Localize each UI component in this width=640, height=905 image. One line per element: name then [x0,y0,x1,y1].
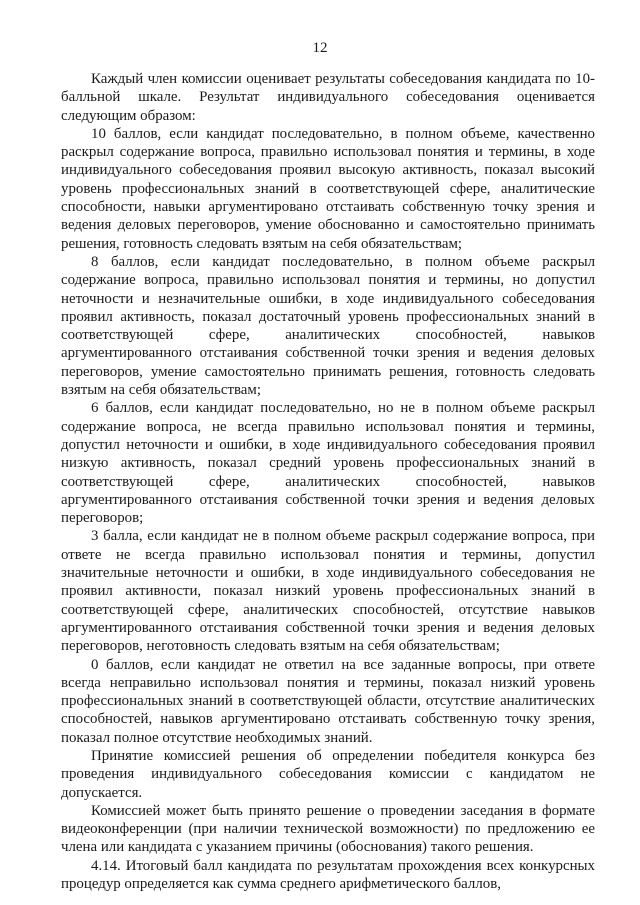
document-body [61,70,595,893]
score-3-paragraph: 3 балла, если кандидат не в полном объеме раскрыл содержание вопроса, при ответе не всегда правильно использовал понятия и термины, допустил значительные неточности и ошибки, в ходе индивидуального собеседования не проявил активности, показал низкий уровень профессиональных знаний в соответствующей сфере, аналитических способностей, отсутствие навыков аргументированного отстаивания собственной точки зрения и ведения деловых переговоров, неготовность следовать взятым на себя обязательствам; [61,528,595,655]
no-interview-paragraph: Принятие комиссией решения об определении победителя конкурса без проведения индивидуального собеседования комиссии с кандидатом не допускается. [61,747,595,801]
section-4-14-paragraph: 4.14. Итоговый балл кандидата по результатам прохождения всех конкурсных процедур определяется как сумма среднего арифметического баллов, [61,857,595,893]
videoconference-paragraph: Комиссией может быть принято решение о проведении заседания в формате видеоконференции (при наличии технической возможности) по предложению ее члена или кандидата с указанием причины (обоснования) такого решения. [61,802,595,856]
score-0-paragraph: 0 баллов, если кандидат не ответил на все заданные вопросы, при ответе всегда неправильно использовал понятия и термины, показал низкий уровень профессиональных знаний в соответствующей области, отсутствие аналитических способностей, навыков аргументировано отстаивать собственную точку зрения, показал полное отсутствие необходимых знаний. [61,656,595,746]
score-8-paragraph: 8 баллов, если кандидат последовательно, в полном объеме раскрыл содержание вопроса, правильно использовал понятия и термины, но допустил неточности и незначительные ошибки, в ходе индивидуального собеседования проявил активность, показал достаточный уровень профессиональных знаний в соответствующей сфере, аналитических способностей, навыков аргументированного отстаивания собственной точки зрения и ведения деловых переговоров, умение самостоятельно принимать решения, готовность следовать взятым на себя обязательствам; [61,253,595,399]
score-10-paragraph: 10 баллов, если кандидат последовательно, в полном объеме, качественно раскрыл содержание вопроса, правильно использовал понятия и термины, в ходе индивидуального собеседования проявил высокую активность, показал высокий уровень профессиональных знаний в соответствующей сфере, аналитические способности, навыки аргументировано отстаивать собственную точку зрения и ведения деловых переговоров, умение обоснованно и самостоятельно принимать решения, готовность следовать взятым на себя обязательствам; [61,125,595,252]
intro-paragraph: Каждый член комиссии оценивает результаты собеседования кандидата по 10-балльной шкале. Результат индивидуального собеседования оценивается следующим образом: [61,71,595,124]
score-6-paragraph: 6 баллов, если кандидат последовательно, но не в полном объеме раскрыл содержание вопроса, не всегда правильно использовал понятия и термины, допустил неточности и ошибки, в ходе индивидуального собеседования проявил низкую активность, показал средний уровень профессиональных знаний в соответствующей сфере, аналитических способностей, навыков аргументированного отстаивания собственной точки зрения и ведения деловых переговоров; [61,400,595,527]
page-number: 12 [312,40,328,56]
